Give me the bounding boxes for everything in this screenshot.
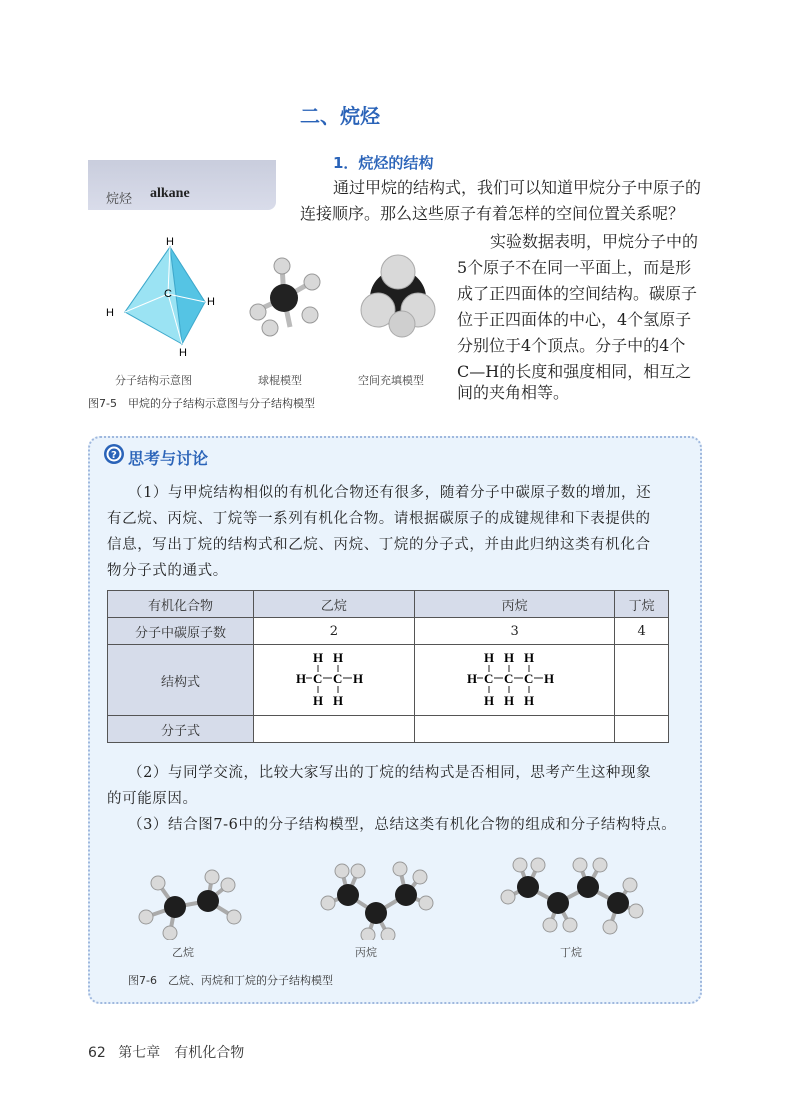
table-cell [615, 716, 669, 743]
table-cell: 4 [615, 618, 669, 645]
header-cell: 丙烷 [414, 591, 615, 618]
header-cell: 丁烷 [615, 591, 669, 618]
svg-text:C: C [332, 671, 343, 686]
svg-text:H: H [332, 650, 344, 665]
intro-line-1: 通过甲烷的结构式，我们可以知道甲烷分子中原子的 [333, 178, 702, 197]
exp-line-7: 间的夹角相等。 [457, 383, 570, 402]
exp-line-6: C—H的长度和强度相同，相互之 [457, 362, 692, 381]
figure-7-5-caption: 图7-5 甲烷的分子结构示意图与分子结构模型 [88, 397, 315, 410]
row-label: 分子式 [108, 716, 254, 743]
table-cell [414, 716, 615, 743]
q1-line-3: 信息，写出丁烷的结构式和乙烷、丙烷、丁烷的分子式，并由此归纳这类有机化合 [107, 537, 651, 553]
figure-7-6-caption: 图7-6 乙烷、丙烷和丁烷的分子结构模型 [128, 974, 333, 987]
q2-line-2: 的可能原因。 [107, 791, 198, 807]
page-footer [88, 1042, 244, 1062]
propane-structure-cell [414, 645, 615, 716]
intro-line-2: 连接顺序。那么这些原子有着怎样的空间位置关系呢？ [300, 204, 685, 223]
vocab-en: alkane [150, 186, 190, 201]
svg-text:H: H [523, 693, 534, 708]
label-butane-model: 丁烷 [560, 946, 582, 959]
propane-model [321, 862, 433, 940]
label-ball-stick: 球棍模型 [258, 374, 302, 387]
svg-text:C: C [503, 671, 513, 686]
svg-text:H: H [523, 650, 534, 665]
q2-line-1: （2）与同学交流，比较大家写出的丁烷的结构式是否相同，思考产生这种现象 [128, 765, 652, 781]
carbon-label: C [164, 288, 172, 300]
vocab-box [88, 160, 276, 210]
tetrahedron-diagram [106, 236, 215, 359]
label-ethane-model: 乙烷 [172, 946, 194, 959]
figure-7-6 [130, 855, 650, 940]
exp-line-5: 分别位于4个顶点。分子中的4个 [457, 336, 686, 355]
discussion-title: 思考与讨论 [128, 449, 209, 468]
svg-text:H: H [543, 671, 554, 686]
table-row [108, 645, 669, 716]
svg-text:?: ? [111, 450, 117, 461]
header-cell: 乙烷 [254, 591, 415, 618]
figure-7-5 [100, 232, 440, 367]
row-label: 结构式 [108, 645, 254, 716]
svg-text:C: C [523, 671, 533, 686]
exp-line-2: 5个原子不在同一平面上，而是形 [457, 258, 692, 277]
svg-text:H: H [503, 650, 514, 665]
svg-text:H: H [352, 671, 364, 686]
h-label-left: H [106, 307, 114, 319]
svg-text:H: H [312, 693, 324, 708]
h-label-right: H [207, 296, 215, 308]
svg-text:H: H [295, 671, 307, 686]
header-cell: 有机化合物 [108, 591, 254, 618]
chapter-title: 第七章 有机化合物 [118, 1045, 245, 1061]
q1-line-1: （1）与甲烷结构相似的有机化合物还有很多，随着分子中碳原子数的增加，还 [128, 485, 652, 501]
page-number: 62 [88, 1045, 106, 1061]
h-label-top: H [166, 236, 174, 248]
svg-text:H: H [503, 693, 514, 708]
table-cell: 2 [254, 618, 415, 645]
ball-stick-model [250, 258, 320, 336]
label-structure-diagram: 分子结构示意图 [115, 374, 192, 387]
table-cell [254, 716, 415, 743]
space-filling-model [361, 255, 435, 337]
alkane-table [107, 590, 669, 743]
svg-text:H: H [466, 671, 477, 686]
discussion-icon [103, 443, 125, 465]
ethane-structural-formula [294, 648, 374, 708]
table-row [108, 716, 669, 743]
sub-title: 1．烷烃的结构 [333, 154, 434, 172]
exp-line-3: 成了正四面体的空间结构。碳原子 [457, 284, 698, 303]
exp-line-4: 位于正四面体的中心，4个氢原子 [457, 310, 692, 329]
svg-text:H: H [332, 693, 344, 708]
svg-text:H: H [483, 650, 494, 665]
label-propane-model: 丙烷 [355, 946, 377, 959]
table-cell: 3 [414, 618, 615, 645]
label-space-filling: 空间充填模型 [358, 374, 424, 387]
ethane-model [139, 870, 241, 940]
svg-text:H: H [483, 693, 494, 708]
row-label: 分子中碳原子数 [108, 618, 254, 645]
butane-structure-cell [615, 645, 669, 716]
butane-model [501, 858, 643, 934]
ethane-structure-cell [254, 645, 415, 716]
q3-line: （3）结合图7-6中的分子结构模型，总结这类有机化合物的组成和分子结构特点。 [128, 817, 677, 833]
q1-line-4: 物分子式的通式。 [107, 563, 228, 579]
svg-text:C: C [312, 671, 323, 686]
q1-line-2: 有乙烷、丙烷、丁烷等一系列有机化合物。请根据碳原子的成键规律和下表提供的 [107, 511, 651, 527]
exp-line-1: 实验数据表明，甲烷分子中的 [490, 232, 699, 251]
h-label-bottom: H [179, 347, 187, 359]
section-title: 二、烷烃 [300, 104, 380, 128]
svg-text:H: H [312, 650, 324, 665]
table-row [108, 618, 669, 645]
table-row [108, 591, 669, 618]
propane-structural-formula [465, 648, 565, 708]
svg-text:C: C [483, 671, 493, 686]
vocab-zh: 烷烃 [106, 192, 133, 207]
